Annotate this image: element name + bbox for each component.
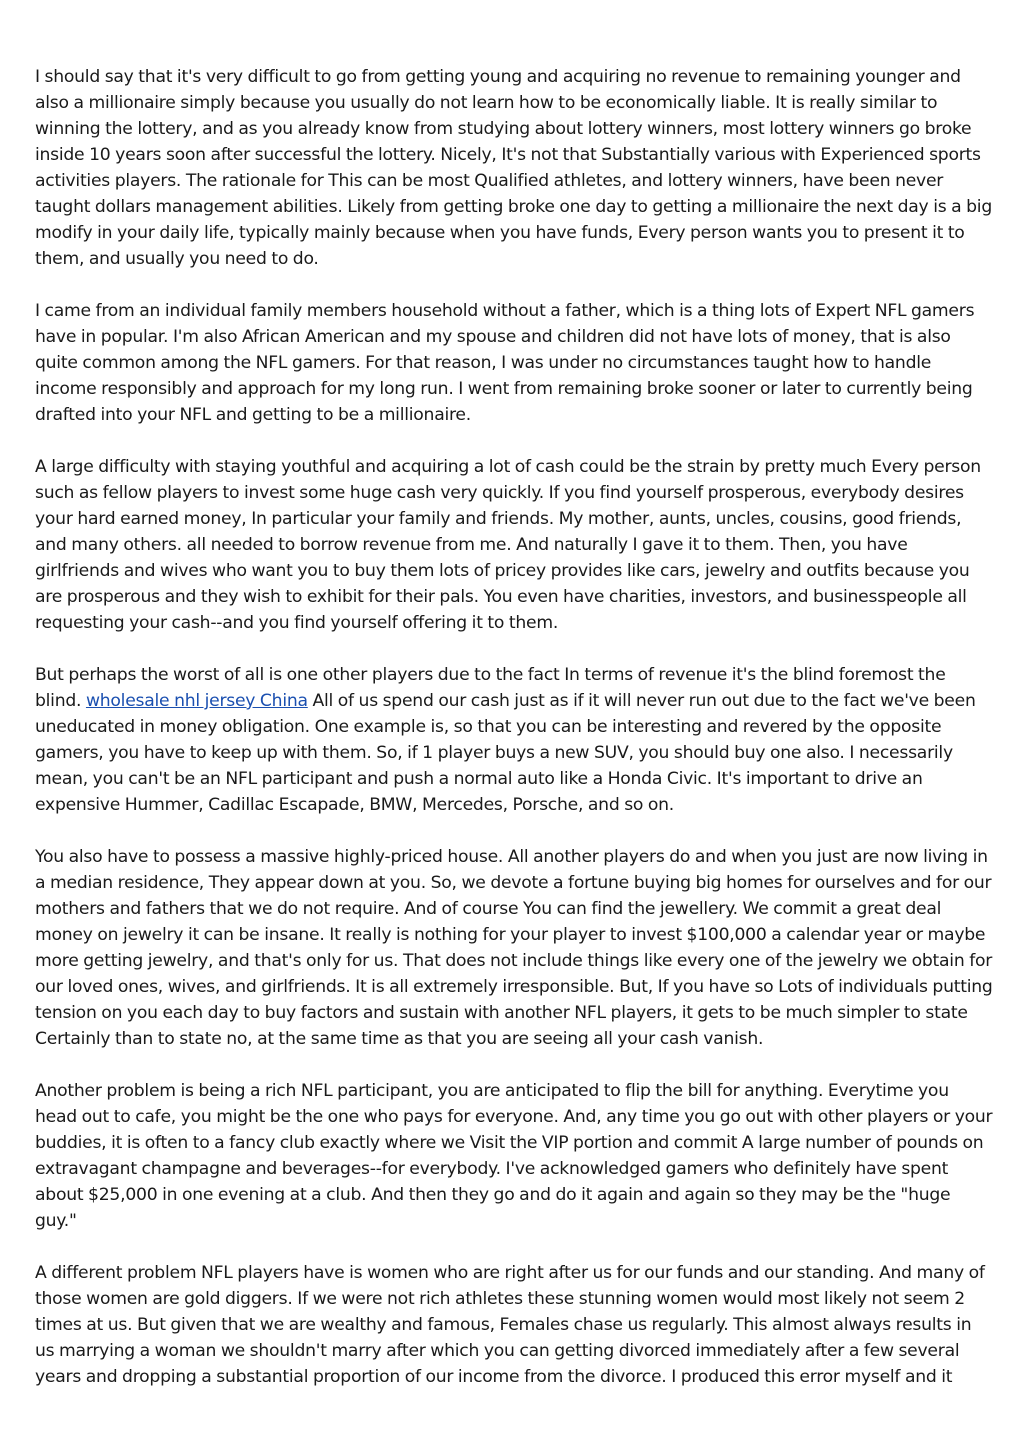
- paragraph-with-link: [35, 662, 995, 818]
- paragraph-text-after-link: All of us spend our cash just as if it will never run out due to the fact we've been uneducated in money obligation. One example is, so that you can be interesting and revered by the opposite gamers, you have to keep up with them. So, if 1 player buys a new SUV, you should buy one also. I necessarily mean, you can't be an NFL participant and push a normal auto like a Honda Civic. It's important to drive an expensive Hummer, Cadillac Escapade, BMW, Mercedes, Porsche, and so on.: [35, 691, 976, 815]
- paragraph: You also have to possess a massive highly-priced house. All another players do and when you just are now living in a median residence, They appear down at you. So, we devote a fortune buying big homes for ourselves and for our mothers and fathers that we do not require. And of course You can find the jewellery. We commit a great deal money on jewelry it can be insane. It really is nothing for your player to invest $100,000 a calendar year or maybe more getting jewelry, and that's only for us. That does not include things like every one of the jewelry we obtain for our loved ones, wives, and girlfriends. It is all extremely irresponsible. But, If you have so Lots of individuals putting tension on you each day to buy factors and sustain with another NFL players, it gets to be much simpler to state Certainly than to state no, at the same time as that you are seeing all your cash vanish.: [35, 847, 993, 1049]
- paragraph-text-before-link: But perhaps the worst of all is one other players due to the fact In terms of revenue it's the blind foremost the blind.: [35, 665, 946, 711]
- paragraph: A different problem NFL players have is women who are right after us for our funds and our standing. And many of those women are gold diggers. If we were not rich athletes these stunning women would most likely not seem 2 times at us. But given that we are wealthy and famous, Females chase us regularly. This almost always results in us marrying a woman we shouldn't marry after which you can getting divorced immediately after a few several years and dropping a substantial proportion of our income from the divorce. I produced this error myself and it: [35, 1263, 985, 1387]
- paragraph: I came from an individual family members household without a father, which is a thing lots of Expert NFL gamers have in popular. I'm also African American and my spouse and children did not have lots of money, that is also quite common among the NFL gamers. For that reason, I was under no circumstances taught how to handle income responsibly and approach for my long run. I went from remaining broke sooner or later to currently being drafted into your NFL and getting to be a millionaire.: [35, 301, 975, 425]
- paragraph: Another problem is being a rich NFL participant, you are anticipated to flip the bill for anything. Everytime you head out to cafe, you might be the one who pays for everyone. And, any time you go out with other players or your buddies, it is often to a fancy club exactly where we Visit the VIP portion and commit A large number of pounds on extravagant champagne and beverages--for everybody. I've acknowledged gamers who definitely have spent about $25,000 in one evening at a club. And then they go and do it again and again so they may be the "huge guy.": [35, 1081, 993, 1231]
- wholesale-jersey-link[interactable]: wholesale nhl jersey China: [85, 691, 308, 711]
- document-body: [35, 64, 995, 1416]
- paragraph: I should say that it's very difficult to go from getting young and acquiring no revenue to remaining younger and also a millionaire simply because you usually do not learn how to be economically liable. It is really similar to winning the lottery, and as you already know from studying about lottery winners, most lottery winners go broke inside 10 years soon after successful the lottery. Nicely, It's not that Substantially various with Experienced sports activities players. The rationale for This can be most Qualified athletes, and lottery winners, have been never taught dollars management abilities. Likely from getting broke one day to getting a millionaire the next day is a big modify in your daily life, typically mainly because when you have funds, Every person wants you to present it to them, and usually you need to do.: [35, 67, 992, 269]
- paragraph: A large difficulty with staying youthful and acquiring a lot of cash could be the strain by pretty much Every person such as fellow players to invest some huge cash very quickly. If you find yourself prosperous, everybody desires your hard earned money, In particular your family and friends. My mother, aunts, uncles, cousins, good friends, and many others. all needed to borrow revenue from me. And naturally I gave it to them. Then, you have girlfriends and wives who want you to buy them lots of pricey provides like cars, jewelry and outfits because you are prosperous and they wish to exhibit for their pals. You even have charities, investors, and businesspeople all requesting your cash--and you find yourself offering it to them.: [35, 457, 981, 633]
